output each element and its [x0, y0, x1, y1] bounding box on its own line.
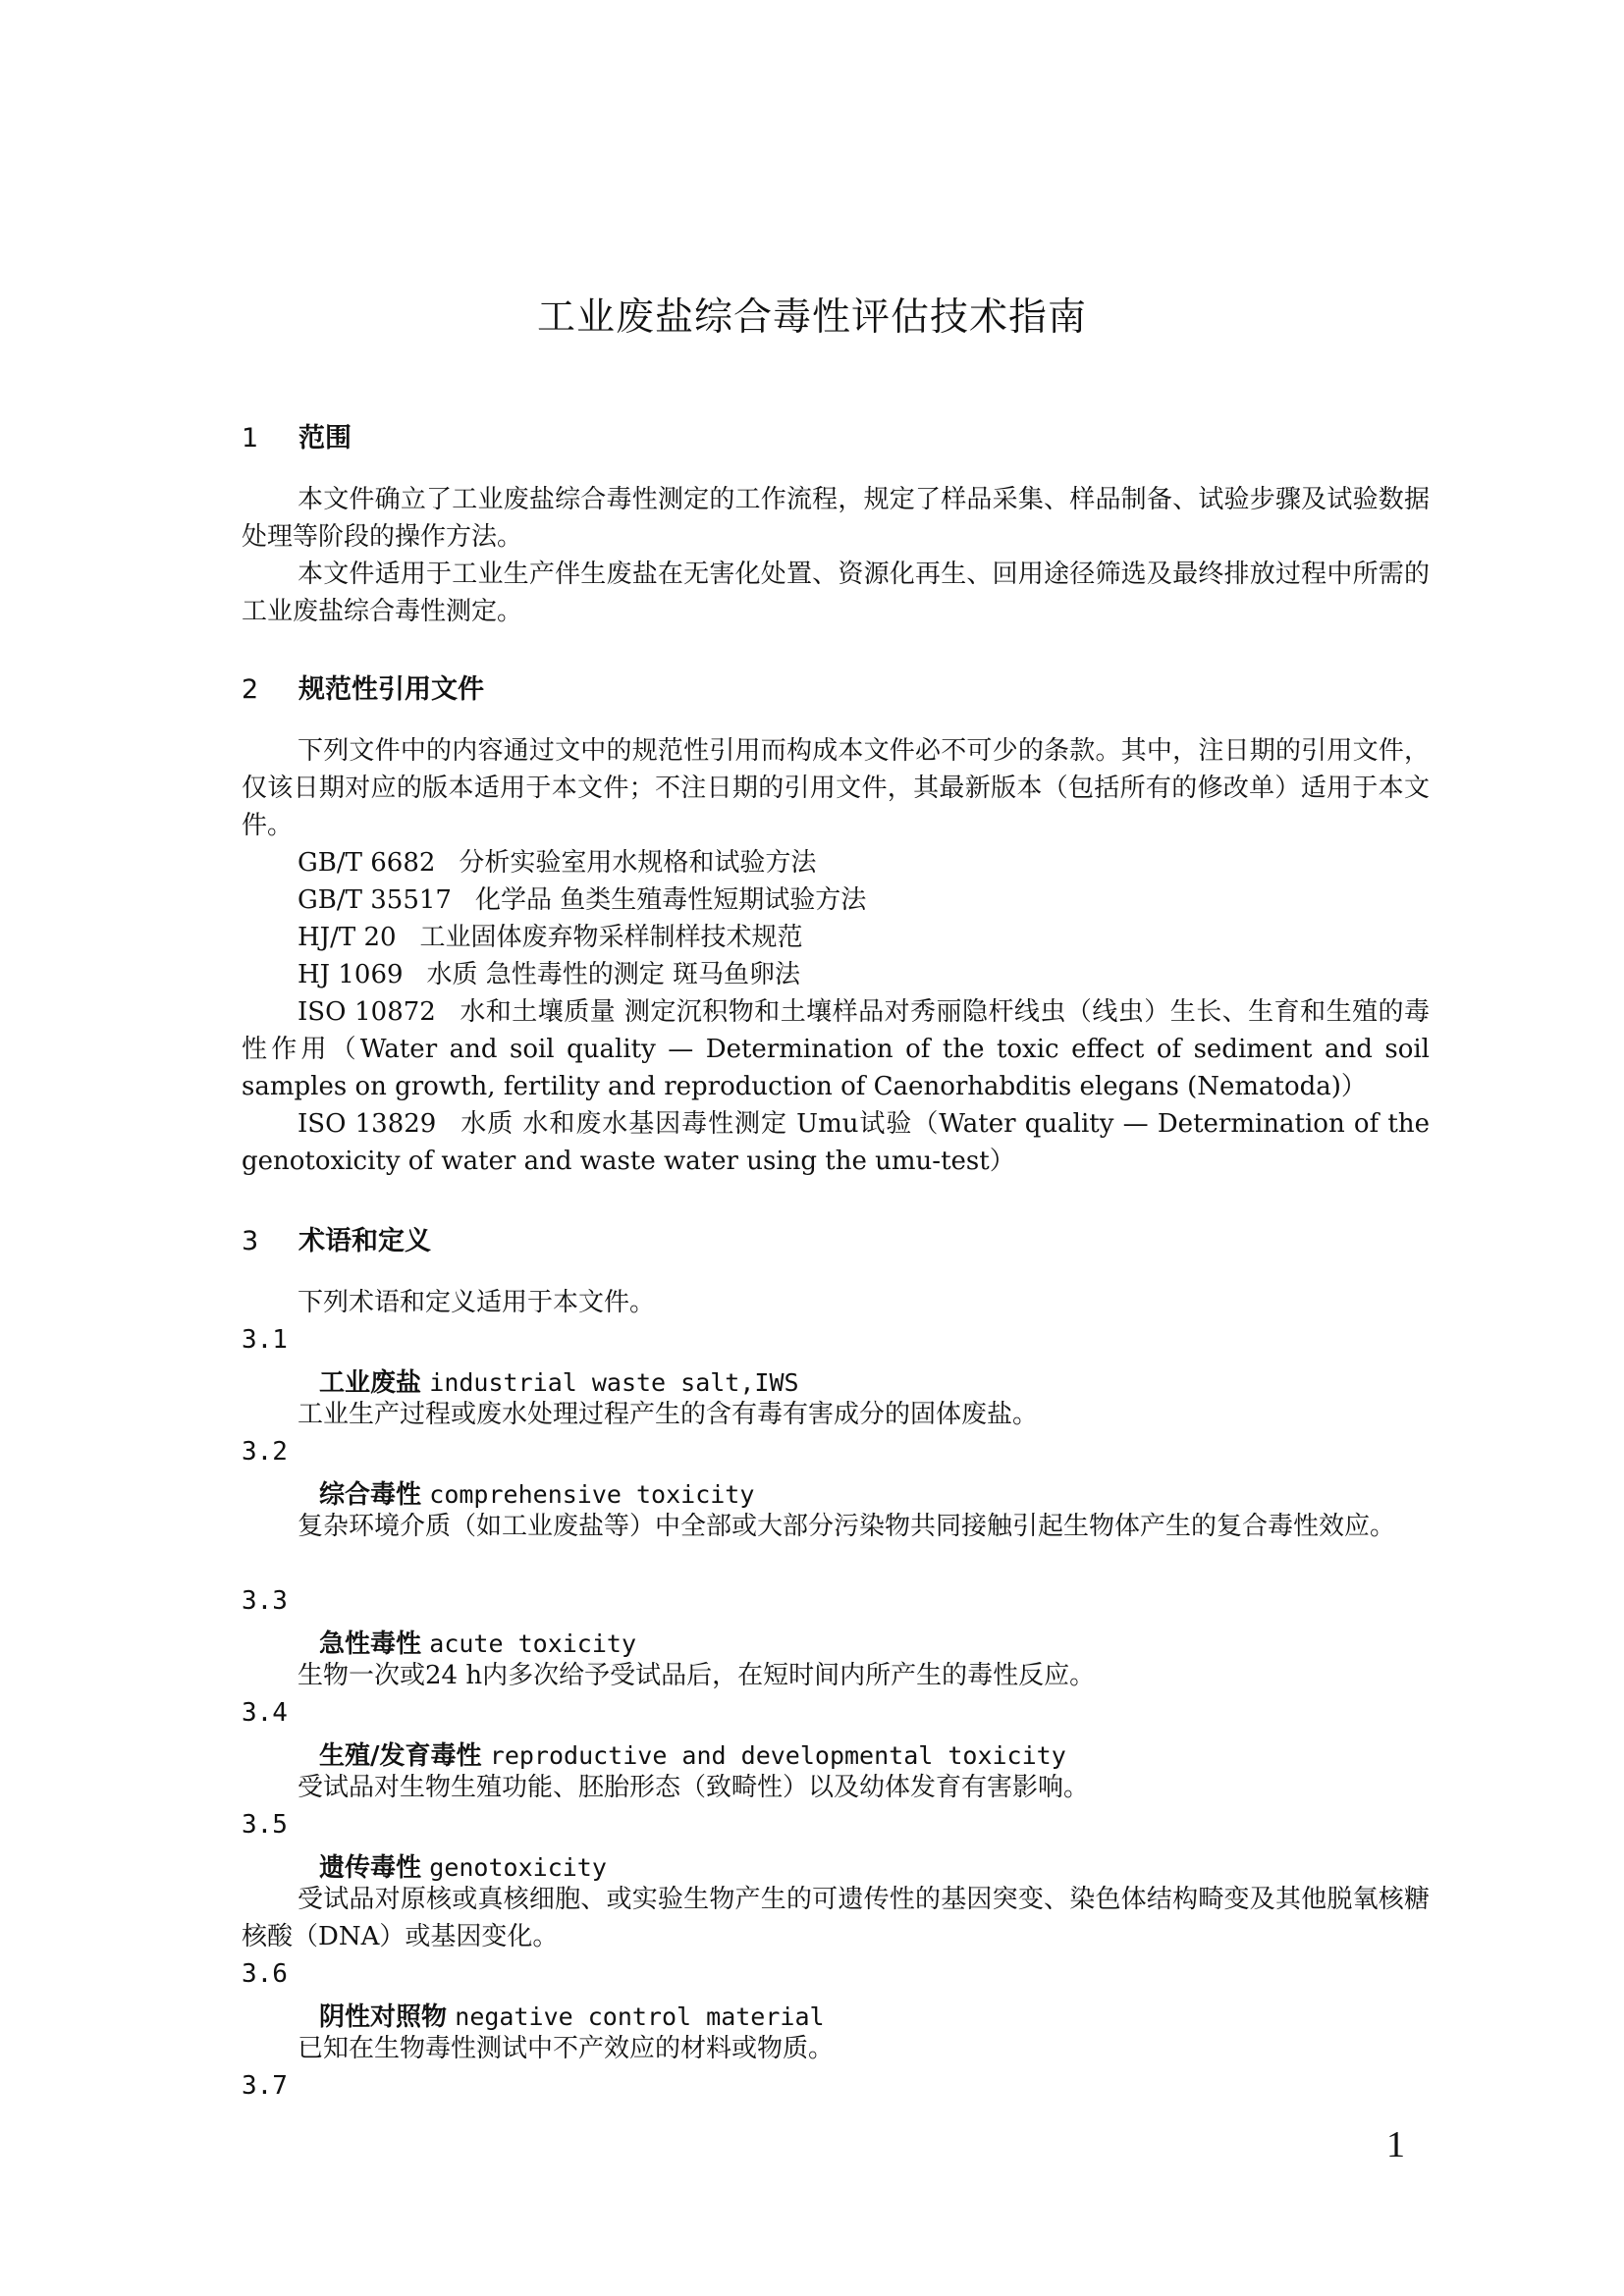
term-en: comprehensive toxicity	[429, 1480, 755, 1509]
section-3-heading	[242, 1219, 431, 1257]
section-name: 术语和定义	[298, 1226, 431, 1256]
term-definition: 受试品对生物生殖功能、胚胎形态（致畸性）以及幼体发育有害影响。	[298, 1773, 1090, 1802]
reference-title: 工业固体废弃物采样制样技术规范	[419, 923, 803, 952]
term-number: 3.2	[242, 1437, 288, 1467]
reference-code: HJ 1069	[298, 960, 404, 989]
page-number: 1	[1386, 2124, 1405, 2165]
term-en: genotoxicity	[429, 1853, 607, 1882]
reference-title: 分析实验室用水规格和试验方法	[459, 848, 817, 878]
term-definition: 工业生产过程或废水处理过程产生的含有毒有害成分的固体废盐。	[298, 1400, 1039, 1429]
reference-code: ISO 10872	[298, 997, 436, 1027]
reference-item	[242, 993, 1430, 1105]
section-number: 1	[242, 423, 259, 454]
term-number: 3.4	[242, 1698, 288, 1728]
reference-title: 化学品 鱼类生殖毒性短期试验方法	[474, 885, 867, 915]
term-definition: 受试品对原核或真核细胞、或实验生物产生的可遗传性的基因突变、染色体结构畸变及其他脱氧核糖核酸（DNA）或基因变化。	[242, 1885, 1430, 1951]
reference-code: HJ/T 20	[298, 923, 397, 952]
scope-paragraph-1: 本文件确立了工业废盐综合毒性测定的工作流程，规定了样品采集、样品制备、试验步骤及试验数据处理等阶段的操作方法。	[242, 485, 1430, 552]
reference-item	[298, 881, 1430, 919]
scope-paragraph-2: 本文件适用于工业生产伴生废盐在无害化处置、资源化再生、回用途径筛选及最终排放过程中所需的工业废盐综合毒性测定。	[242, 560, 1430, 626]
term-en: negative control material	[455, 2002, 825, 2031]
references-intro: 下列文件中的内容通过文中的规范性引用而构成本文件必不可少的条款。其中，注日期的引用文件，仅该日期对应的版本适用于本文件；不注日期的引用文件，其最新版本（包括所有的修改单）适用于本文件。	[242, 736, 1430, 840]
term-zh: 遗传毒性	[319, 1853, 422, 1883]
reference-code: GB/T 35517	[298, 885, 452, 915]
term-heading	[319, 1474, 754, 1511]
section-number: 3	[242, 1226, 259, 1256]
term-en: reproductive and developmental toxicity	[489, 1741, 1066, 1770]
term-zh: 生殖/发育毒性	[319, 1741, 482, 1771]
term-heading	[319, 1997, 825, 2033]
term-number: 3.7	[242, 2071, 288, 2101]
section-name: 规范性引用文件	[298, 674, 484, 705]
term-heading	[319, 1847, 607, 1884]
reference-item	[298, 956, 1430, 993]
section-1-heading	[242, 416, 352, 454]
term-zh: 工业废盐	[319, 1368, 422, 1398]
term-en: industrial waste salt,IWS	[429, 1368, 799, 1397]
reference-title: 水质 急性毒性的测定 斑马鱼卵法	[426, 960, 801, 989]
term-zh: 阴性对照物	[319, 2002, 448, 2032]
reference-item	[298, 844, 1430, 881]
term-heading	[319, 1362, 799, 1399]
term-definition: 生物一次或24 h内多次给予受试品后，在短时间内所产生的毒性反应。	[298, 1661, 1096, 1690]
reference-title: 水和土壤质量 测定沉积物和土壤样品对秀丽隐杆线虫（线虫）生长、生育和生殖的毒性作用（Water and soil quality — Determination of the toxic effect of sediment and soil samples on growth, fertility and reproduction of Caenorhabditis elegans (Nematoda)）	[242, 997, 1430, 1101]
section-2-heading	[242, 667, 484, 706]
term-zh: 急性毒性	[319, 1629, 422, 1659]
section-number: 2	[242, 674, 259, 705]
term-definition: 复杂环境介质（如工业废盐等）中全部或大部分污染物共同接触引起生物体产生的复合毒性效应。	[298, 1512, 1396, 1541]
term-number: 3.6	[242, 1959, 288, 1989]
term-zh: 综合毒性	[319, 1480, 422, 1510]
document-title: 工业废盐综合毒性评估技术指南	[536, 295, 1087, 340]
term-heading	[319, 1624, 636, 1660]
reference-item	[242, 1105, 1430, 1180]
term-heading	[319, 1735, 1066, 1772]
term-en: acute toxicity	[429, 1629, 636, 1658]
section-name: 范围	[298, 423, 352, 454]
term-definition: 已知在生物毒性测试中不产效应的材料或物质。	[298, 2034, 835, 2063]
term-number: 3.5	[242, 1810, 288, 1840]
terms-intro: 下列术语和定义适用于本文件。	[298, 1288, 656, 1317]
reference-item	[298, 919, 1430, 956]
reference-code: ISO 13829	[298, 1109, 437, 1139]
reference-code: GB/T 6682	[298, 848, 436, 878]
term-number: 3.1	[242, 1325, 288, 1355]
reference-title: 水质 水和废水基因毒性测定 Umu试验（Water quality — Determination of the genotoxicity of water and waste water using the umu-test）	[242, 1109, 1430, 1176]
term-number: 3.3	[242, 1586, 288, 1616]
